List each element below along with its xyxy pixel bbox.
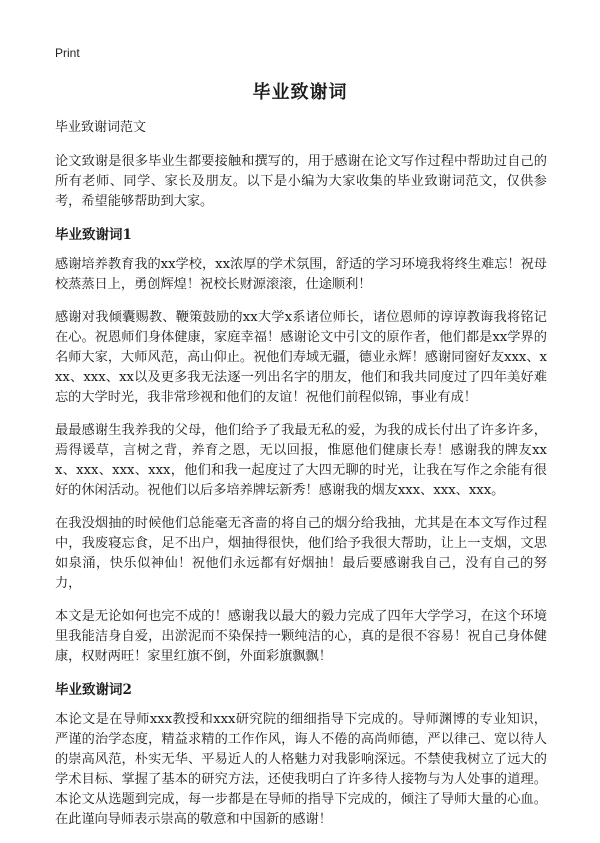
print-link[interactable]: Print <box>55 46 80 60</box>
section-2-paragraph-1: 本论文是在导师xxx教授和xxx研究院的细细指导下完成的。导师渊博的专业知识，严谨的治学态度，精益求精的工作作风，诲人不倦的高尚师德，严以律己、宽以待人的崇高风范，朴实无华、平易近人的人格魅力对我影响深远。不禁使我树立了远大的学术目标、掌握了基本的研究方法，还使我明白了许多待人接物与为人处事的道理。本论文从选题到完成，每一步都是在导师的指导下完成的，倾注了导师大量的心血。在此谨向导师表示崇高的敬意和中国新的感谢！ <box>55 712 547 827</box>
section-1-paragraph-3: 最最感谢生我养我的父母，他们给予了我最无私的爱，为我的成长付出了许多许多，焉得谖草，言树之背，养育之恩，无以回报，惟愿他们健康长寿！感谢我的牌友xxx、xxx、xxx、xxx，他们和我一起度过了大四无聊的时光，让我在写作之余能有很好的休闲活动。祝他们以后多培养牌坛新秀！感谢我的烟友xxx、xxx、xxx。 <box>55 423 547 498</box>
document-body <box>55 118 547 843</box>
section-1-paragraph-1: 感谢培养教育我的xx学校，xx浓厚的学术氛围，舒适的学习环境我将终生难忘！祝母校蒸蒸日上，勇创辉煌！祝校长财源滚滚，仕途顺利！ <box>55 257 547 292</box>
section-1-paragraph-4: 在我没烟抽的时候他们总能毫无吝啬的将自己的烟分给我抽，尤其是在本文写作过程中，我废寝忘食，足不出户，烟抽得很快，他们给予我很大帮助，让上一支烟，文思如泉涌，快乐似神仙！祝他们永远都有好烟抽！最后要感谢我自己，没有自己的努力， <box>55 516 547 591</box>
section-heading-1: 毕业致谢词1 <box>55 227 132 243</box>
document-subtitle: 毕业致谢词范文 <box>55 120 147 135</box>
section-1-paragraph-2: 感谢对我倾囊赐教、鞭策鼓励的xx大学x系诸位师长，诸位恩师的谆谆教诲我将铭记在心。祝恩师们身体健康，家庭幸福！感谢论文中引文的原作者，他们都是xx学界的名师大家，大师风范，高山仰止。祝他们寿域无疆，德业永辉！感谢同窗好友xxx、xxx、xxx、xx以及更多我无法逐一列出名字的朋友，他们和我共同度过了四年美好难忘的大学时光，我非常珍视和他们的友谊！祝他们前程似锦，事业有成！ <box>55 310 547 405</box>
section-1-paragraph-5: 本文是无论如何也完不成的！感谢我以最大的毅力完成了四年大学学习，在这个环境里我能洁身自爱，出淤泥而不染保持一颗纯洁的心，真的是很不容易！祝自己身体健康，权财两旺！家里红旗不倒，外面彩旗飘飘！ <box>55 609 547 664</box>
intro-paragraph: 论文致谢是很多毕业生都要接触和撰写的，用于感谢在论文写作过程中帮助过自己的所有老师、同学、家长及朋友。以下是小编为大家收集的毕业致谢词范文，仅供参考，希望能够帮助到大家。 <box>55 154 547 209</box>
section-heading-2: 毕业致谢词2 <box>55 682 132 698</box>
document-title: 毕业致谢词 <box>252 82 348 103</box>
